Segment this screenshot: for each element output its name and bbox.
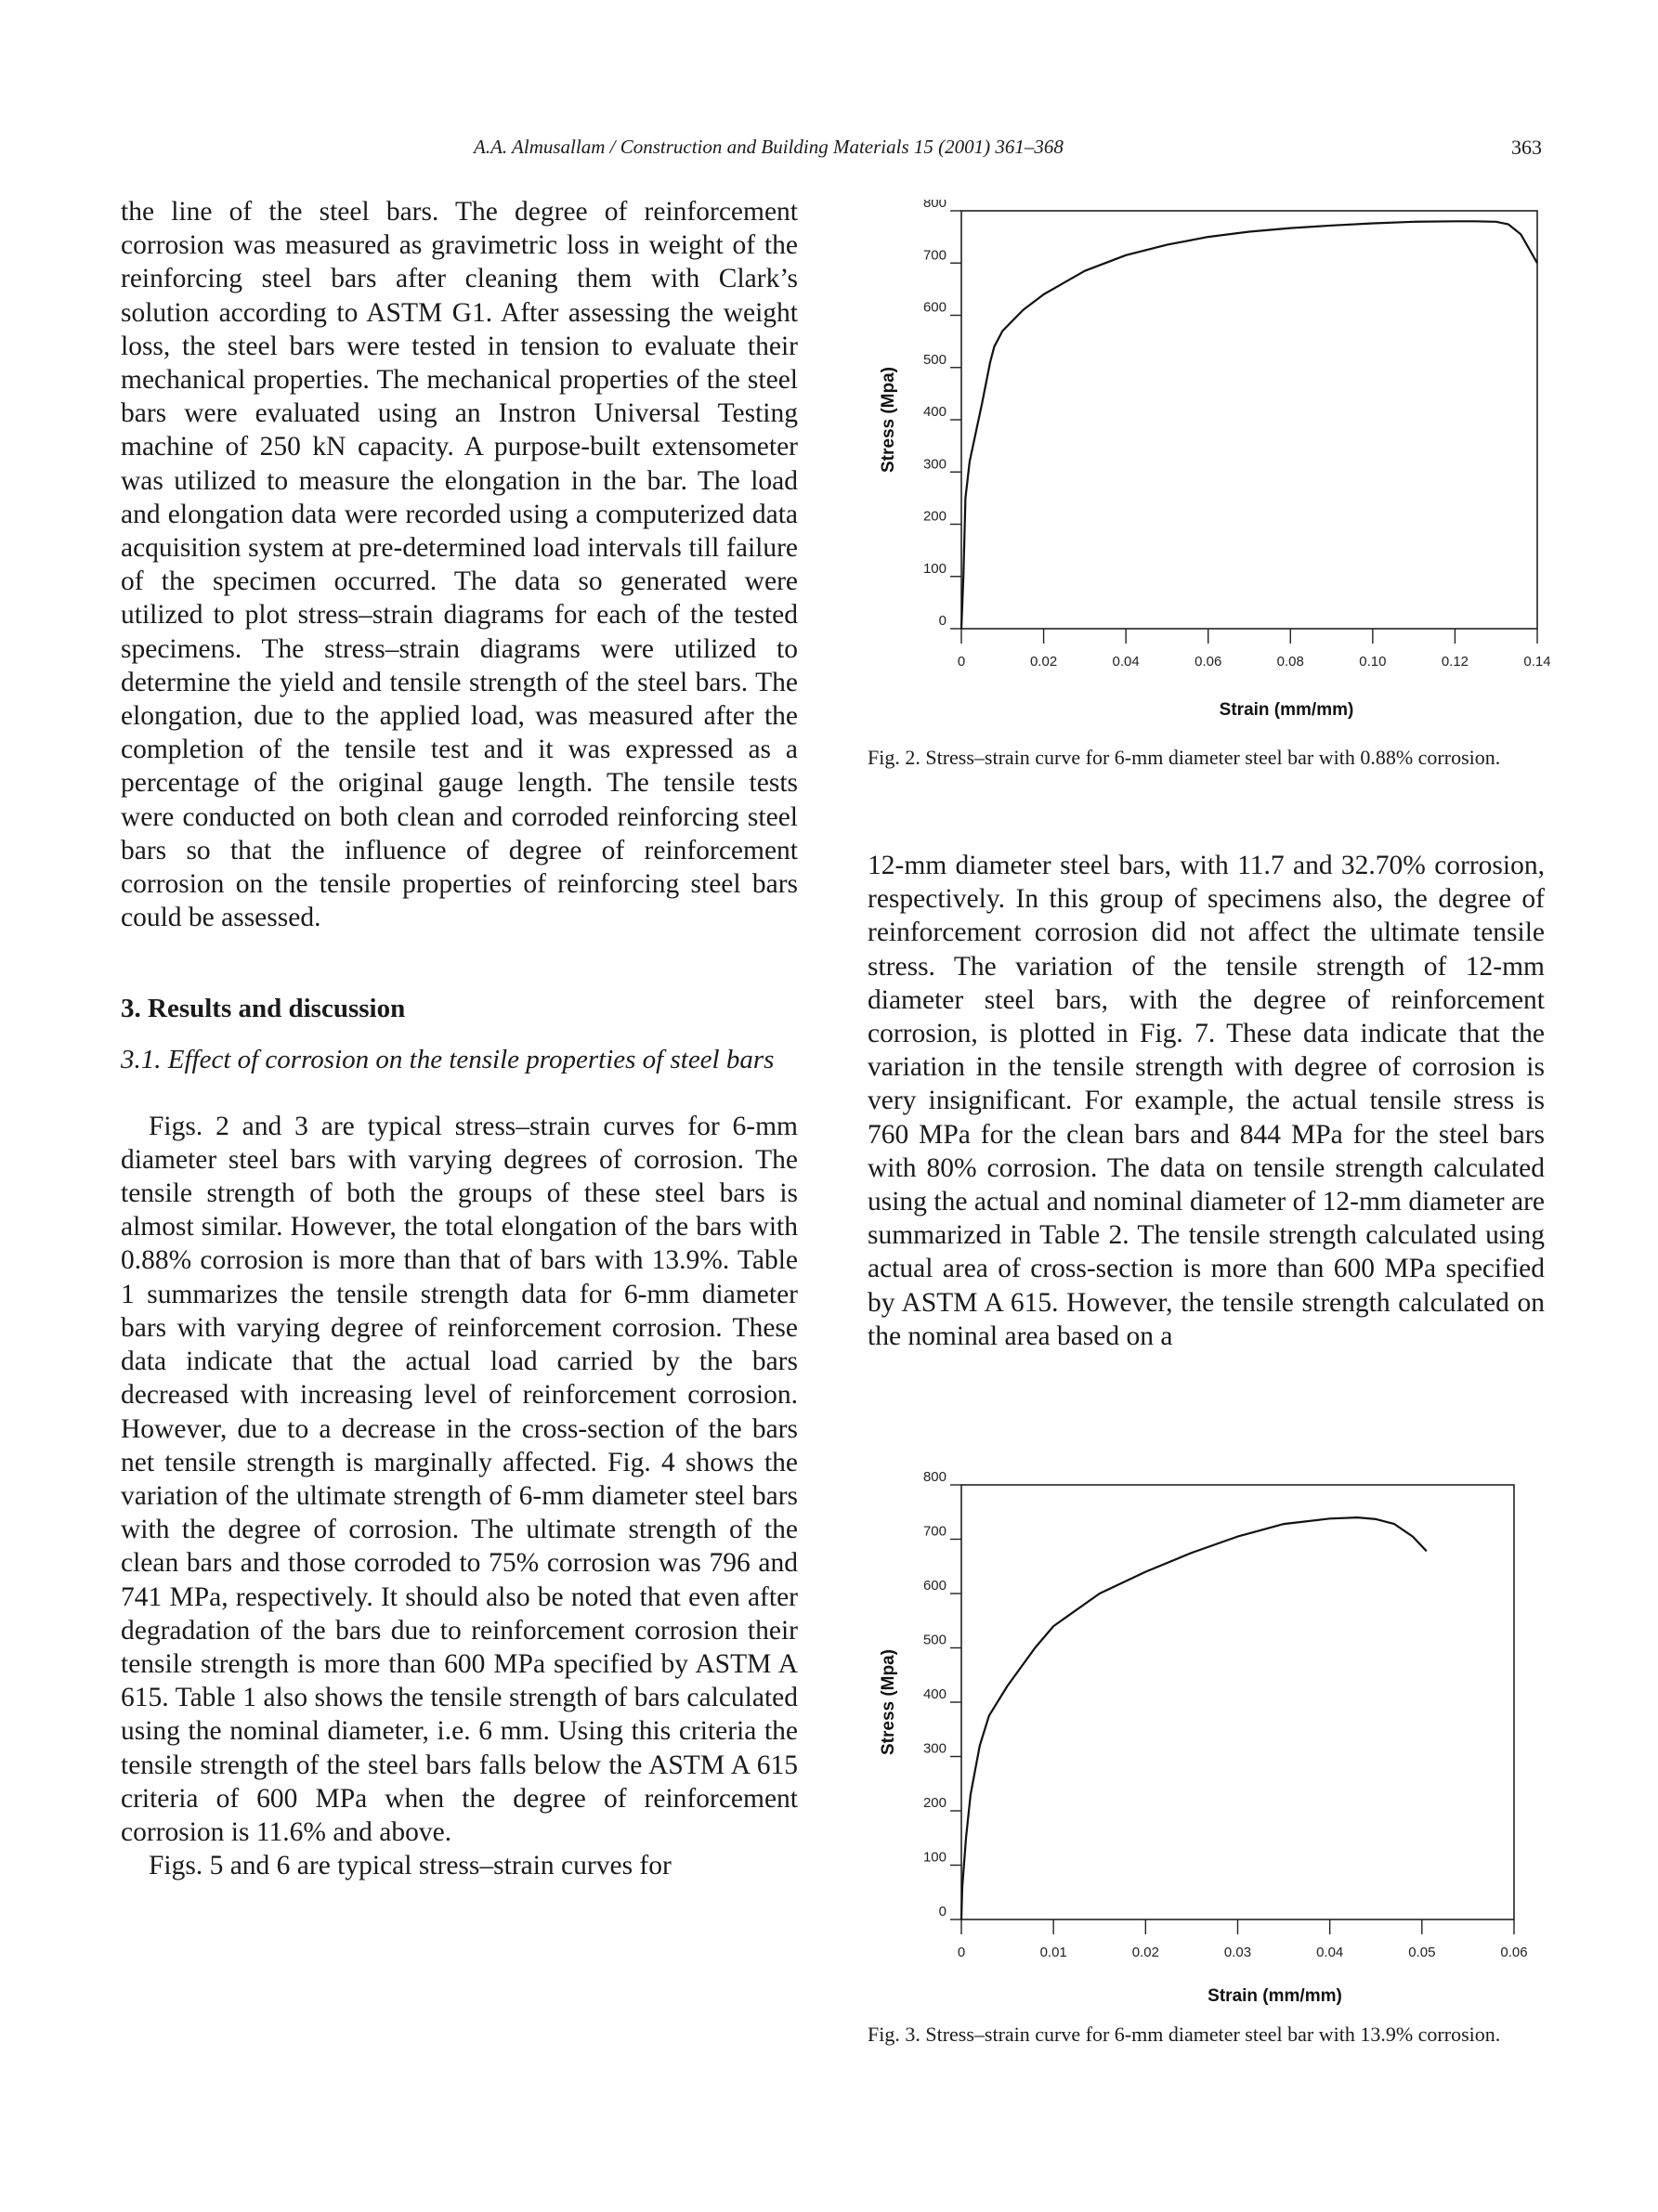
y-tick-label: 600 <box>922 299 946 316</box>
body-paragraph: 12-mm diameter steel bars, with 11.7 and 32.70% corrosion, respectively. In this group of specimens also, the degree of reinforcement corrosion did not affect the ultimate tensile stress. The variation of the tensile strength of 12-mm diameter steel bars, with the degree of reinforcement corrosion, is plotted in Fig. 7. These data indicate that the variation in the tensile strength with degree of corrosion is very insignificant. For example, the actual tensile stress is 760 MPa for the clean bars and 844 MPa for the steel bars with 80% corrosion. The data on tensile strength calculated using the actual and nominal diameter of 12-mm diameter are summarized in Table 2. The tensile strength calculated using actual area of cross-section is more than 600 MPa specified by ASTM A 615. However, the tensile strength calculated on the nominal area based on a <box>868 851 1545 1351</box>
x-tick-label: 0 <box>957 654 966 670</box>
y-tick-label: 300 <box>922 1740 946 1757</box>
body-paragraph: Figs. 2 and 3 are typical stress–strain curves for 6-mm diameter steel bars with varying degrees of corrosion. The tensile strength of both the groups of these steel bars is almost similar. However, the total elongation of the bars with 0.88% corrosion is more than that of bars with 13.9%. Table 1 summarizes the tensile strength data for 6-mm diameter bars with varying degree of reinforcement corrosion. These data indicate that the actual load carried by the bars decreased with increasing level of reinforcement corrosion. However, due to a decrease in the cross-section of the bars net tensile strength is marginally affected. Fig. 4 shows the variation of the ultimate strength of 6-mm diameter steel bars with the degree of corrosion. The ultimate strength of the clean bars and those corroded to 75% corrosion was 796 and 741 MPa, respectively. It should also be noted that even after degradation of the bars due to reinforcement corrosion their tensile strength is more than 600 MPa specified by ASTM A 615. Table 1 also shows the tensile strength of bars calculated using the nominal diameter, i.e. 6 mm. Using this criteria the tensile strength of the steel bars falls below the ASTM A 615 criteria of 600 MPa when the degree of reinforcement corrosion is 11.6% and above. <box>121 1111 798 1847</box>
y-tick-label: 600 <box>922 1578 946 1594</box>
x-tick-label: 0.10 <box>1359 654 1387 670</box>
plot-frame <box>961 211 1537 629</box>
page-number: 363 <box>1511 136 1542 159</box>
figure-3-caption: Fig. 3. Stress–strain curve for 6-mm diameter steel bar with 13.9% corrosion. <box>868 2023 1501 2046</box>
y-tick-label: 200 <box>922 508 946 525</box>
y-axis-label: Stress (Mpa) <box>879 366 898 474</box>
stress-strain-chart-fig3 <box>864 1463 1551 2015</box>
x-tick-label: 0.02 <box>1029 654 1058 670</box>
y-axis-label: Stress (Mpa) <box>879 1648 898 1756</box>
x-tick-label: 0.06 <box>1500 1945 1528 1960</box>
stress-strain-chart-fig2 <box>864 200 1551 734</box>
y-tick-label: 300 <box>922 456 946 473</box>
y-tick-label: 700 <box>922 247 946 264</box>
y-tick-label: 800 <box>922 200 946 211</box>
x-axis-label: Strain (mm/mm) <box>1219 700 1354 720</box>
x-tick-label: 0 <box>957 1945 966 1960</box>
x-tick-label: 0.06 <box>1195 654 1222 670</box>
right-column <box>868 849 1545 1353</box>
plot-frame <box>961 1485 1514 1919</box>
stress-strain-curve <box>961 1517 1427 1919</box>
x-tick-label: 0.08 <box>1276 654 1304 670</box>
x-tick-label: 0.04 <box>1316 1945 1344 1960</box>
y-tick-label: 500 <box>922 351 946 368</box>
x-tick-label: 0.14 <box>1523 654 1551 670</box>
subsection-heading: 3.1. Effect of corrosion on the tensile properties of steel bars <box>121 1044 775 1074</box>
left-column <box>121 195 798 1882</box>
running-title: A.A. Almusallam / Construction and Building Materials 15 (2001) 361–368 <box>474 136 1064 158</box>
x-tick-label: 0.04 <box>1112 654 1140 670</box>
x-tick-label: 0.12 <box>1441 654 1469 670</box>
y-tick-label: 200 <box>922 1795 946 1811</box>
y-tick-label: 400 <box>922 404 946 420</box>
y-tick-label: 500 <box>922 1632 946 1648</box>
figure-3 <box>864 1463 1551 2015</box>
x-tick-label: 0.03 <box>1223 1945 1252 1960</box>
x-tick-label: 0.05 <box>1408 1945 1436 1960</box>
body-paragraph: Figs. 5 and 6 are typical stress–strain curves for <box>149 1851 672 1881</box>
stress-strain-curve <box>961 221 1537 629</box>
x-axis-label: Strain (mm/mm) <box>1208 1986 1342 2006</box>
y-tick-label: 100 <box>922 560 946 577</box>
figure-2 <box>864 200 1551 734</box>
body-paragraph: the line of the steel bars. The degree of reinforcement corrosion was measured as gravimetric loss in weight of the reinforcing steel bars after cleaning them with Clark’s solution according to ASTM G1. After assessing the weight loss, the steel bars were tested in tension to evaluate their mechanical properties. The mechanical properties of the steel bars were evaluated using an Instron Universal Testing machine of 250 kN capacity. A purpose-built extensometer was utilized to measure the elongation in the bar. The load and elongation data were recorded using a computerized data acquisition system at pre-determined load intervals till failure of the specimen occurred. The data so generated were utilized to plot stress–strain diagrams for each of the tested specimens. The stress–strain diagrams were utilized to determine the yield and tensile strength of the steel bars. The elongation, due to the applied load, was measured after the completion of the tensile test and it was expressed as a percentage of the original gauge length. The tensile tests were conducted on both clean and corroded reinforcing steel bars so that the influence of degree of reinforcement corrosion on the tensile properties of reinforcing steel bars could be assessed. <box>121 197 798 933</box>
y-tick-label: 400 <box>922 1686 946 1702</box>
y-tick-label: 0 <box>938 1904 946 1919</box>
figure-2-caption: Fig. 2. Stress–strain curve for 6-mm diameter steel bar with 0.88% corrosion. <box>868 746 1501 769</box>
x-tick-label: 0.01 <box>1039 1945 1067 1960</box>
y-tick-label: 700 <box>922 1523 946 1540</box>
x-tick-label: 0.02 <box>1131 1945 1159 1960</box>
running-head <box>121 136 1542 167</box>
y-tick-label: 0 <box>938 613 946 629</box>
y-tick-label: 800 <box>922 1469 946 1485</box>
section-heading: 3. Results and discussion <box>121 994 406 1024</box>
y-tick-label: 100 <box>922 1849 946 1866</box>
